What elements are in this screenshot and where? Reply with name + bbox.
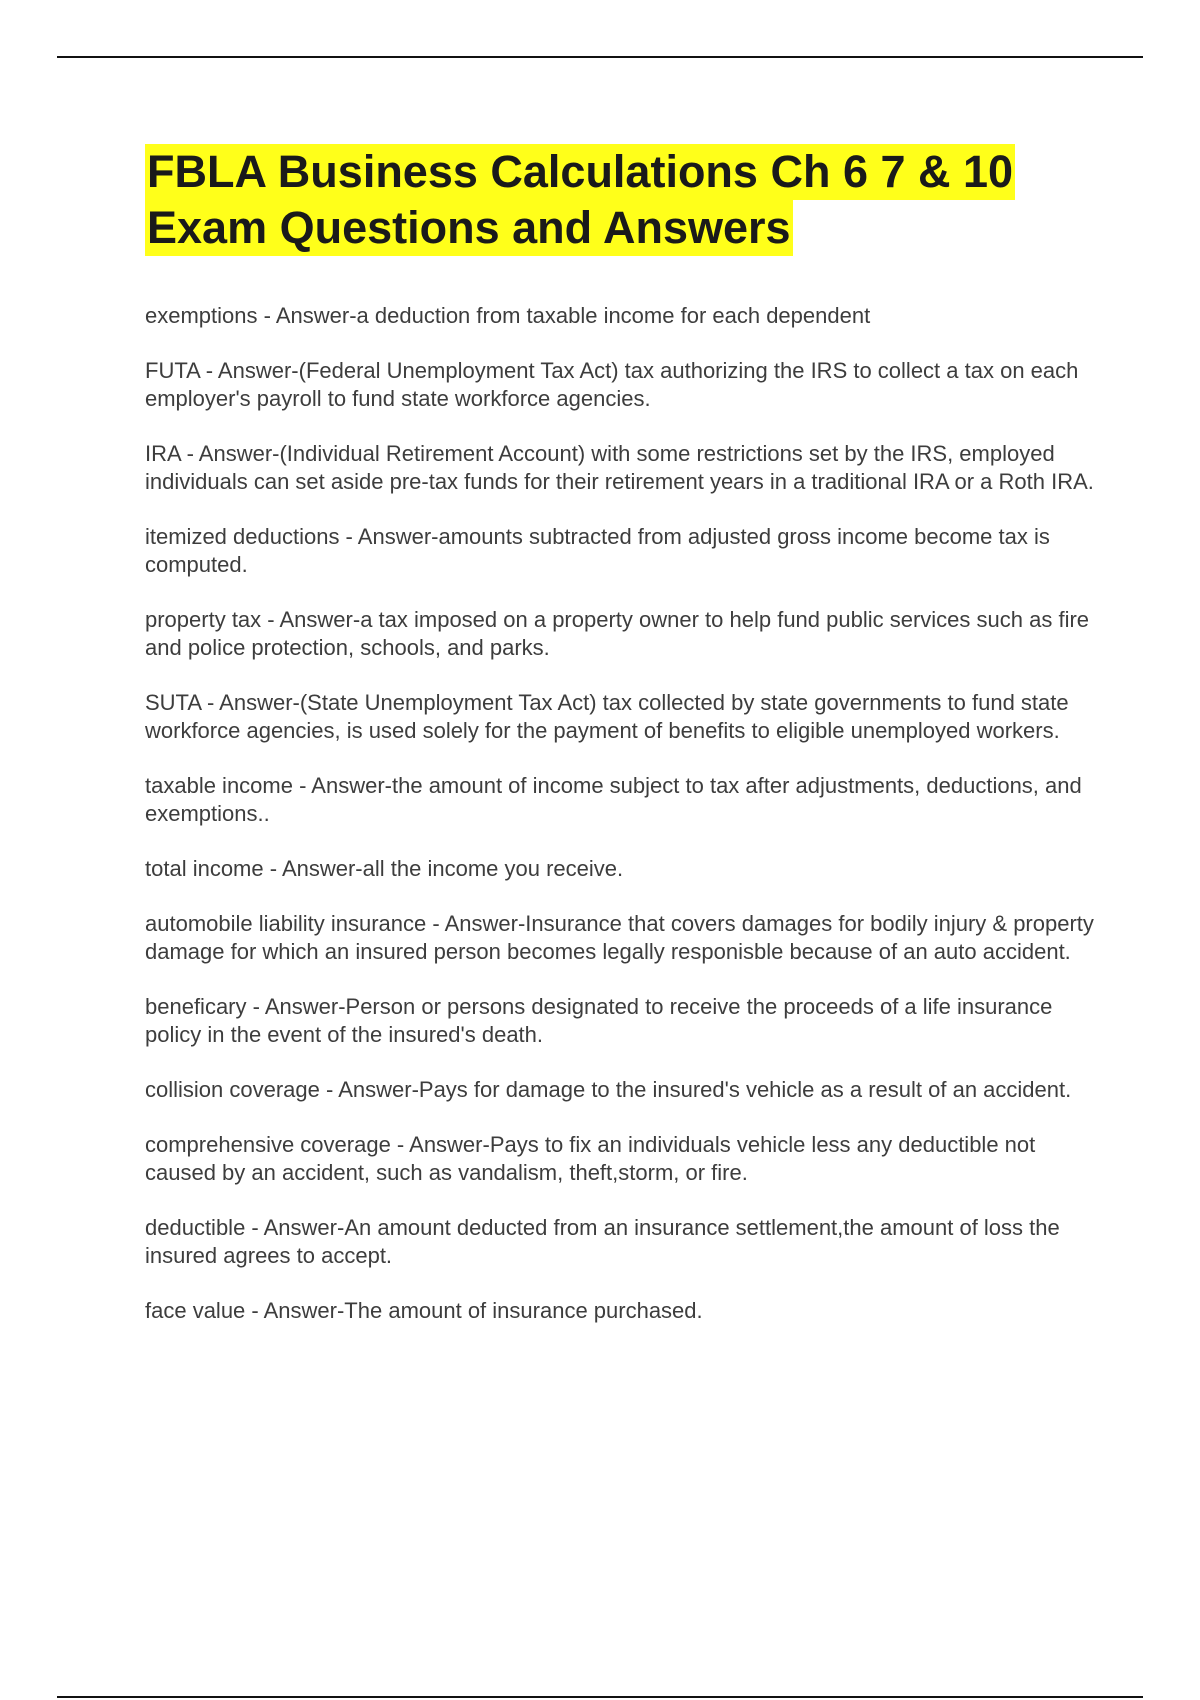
entry-comprehensive-coverage: comprehensive coverage - Answer-Pays to fix an individuals vehicle less any deductible not caused by an accident, such as vandalism, theft,storm, or fire. xyxy=(145,1132,1036,1185)
entry-suta: SUTA - Answer-(State Unemployment Tax Act) tax collected by state governments to fund state workforce agencies, is used solely for the payment of benefits to eligible unemployed workers. xyxy=(145,690,1069,743)
entry-property-tax: property tax - Answer-a tax imposed on a property owner to help fund public services such as fire and police protection, schools, and parks. xyxy=(145,607,1090,660)
entry-face-value: face value - Answer-The amount of insurance purchased. xyxy=(145,1298,703,1323)
page-title xyxy=(145,144,1105,256)
entry-taxable-income: taxable income - Answer-the amount of income subject to tax after adjustments, deductions, and exemptions.. xyxy=(145,773,1082,826)
entry-automobile-liability-insurance: automobile liability insurance - Answer-Insurance that covers damages for bodily injury & property damage for which an insured person becomes legally responisble because of an auto accident. xyxy=(145,911,1094,964)
entry-total-income: total income - Answer-all the income you receive. xyxy=(145,856,624,881)
header-rule xyxy=(57,56,1143,58)
title-line-1: FBLA Business Calculations Ch 6 7 & 10 xyxy=(145,144,1015,200)
entry-futa: FUTA - Answer-(Federal Unemployment Tax Act) tax authorizing the IRS to collect a tax on each employer's payroll to fund state workforce agencies. xyxy=(145,358,1079,411)
entry-collision-coverage: collision coverage - Answer-Pays for damage to the insured's vehicle as a result of an accident. xyxy=(145,1077,1072,1102)
entry-ira: IRA - Answer-(Individual Retirement Account) with some restrictions set by the IRS, employed individuals can set aside pre-tax funds for their retirement years in a traditional IRA or a Roth IRA. xyxy=(145,441,1094,494)
entry-exemptions: exemptions - Answer-a deduction from taxable income for each dependent xyxy=(145,303,871,328)
glossary-list xyxy=(145,302,1095,1352)
entry-deductible: deductible - Answer-An amount deducted from an insurance settlement,the amount of loss the insured agrees to accept. xyxy=(145,1215,1060,1268)
footer-rule xyxy=(57,1696,1143,1698)
title-line-2: Exam Questions and Answers xyxy=(145,200,793,256)
entry-itemized-deductions: itemized deductions - Answer-amounts subtracted from adjusted gross income become tax is computed. xyxy=(145,524,1050,577)
entry-beneficary: beneficary - Answer-Person or persons designated to receive the proceeds of a life insurance policy in the event of the insured's death. xyxy=(145,994,1053,1047)
